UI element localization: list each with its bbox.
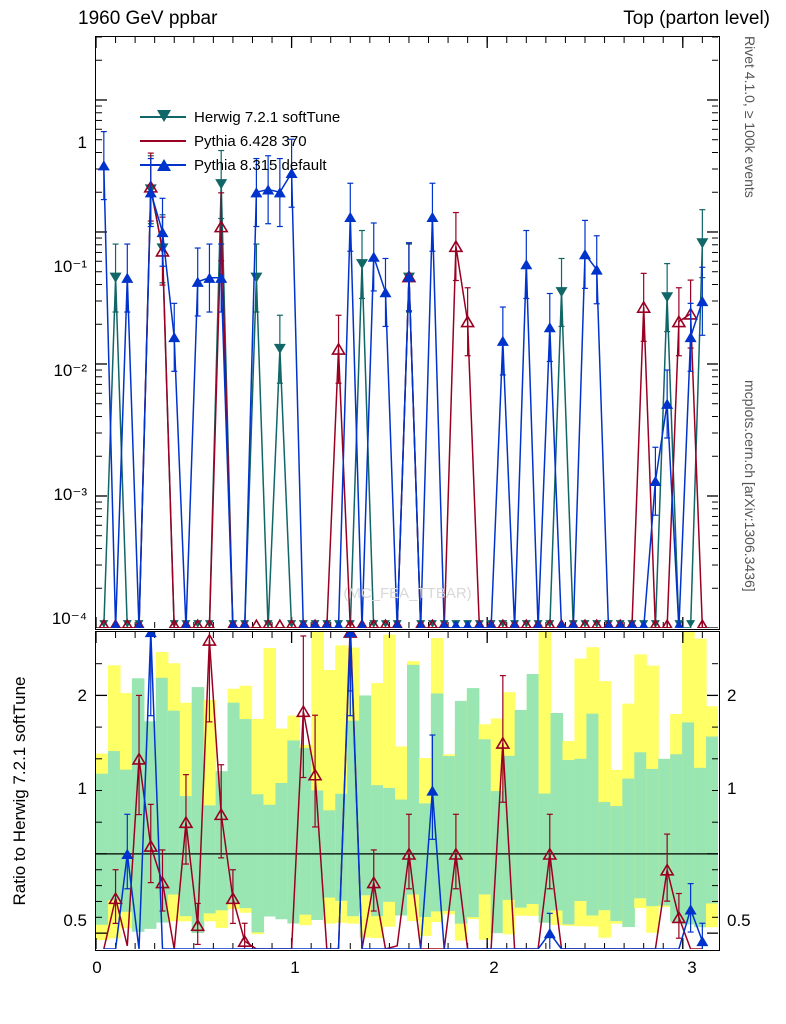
ytick-1: 1 xyxy=(77,133,87,152)
legend-label-herwig: Herwig 7.2.1 softTune xyxy=(194,108,341,126)
ratio-ytick-1-right: 1 xyxy=(727,779,737,798)
ratio-plot-panel xyxy=(95,631,720,951)
ratio-ytick-05-left: 0.5 xyxy=(63,911,87,930)
ytick-1e-2: 10⁻² xyxy=(53,361,87,380)
ytick-1e-1: 10⁻¹ xyxy=(53,257,87,276)
legend xyxy=(140,105,340,177)
ratio-axis-title: Ratio to Herwig 7.2.1 softTune xyxy=(10,676,29,906)
legend-item-pythia8 xyxy=(140,153,340,177)
legend-label-pythia8: Pythia 8.315 default xyxy=(194,156,327,174)
ratio-ytick-2-left: 2 xyxy=(77,686,87,705)
ratio-plot-svg xyxy=(96,632,718,949)
xtick-0: 0 xyxy=(92,958,102,977)
header-right: Top (parton level) xyxy=(623,8,770,29)
legend-marker-pythia6 xyxy=(140,134,186,148)
legend-label-pythia6: Pythia 6.428 370 xyxy=(194,132,307,150)
ratio-ytick-1-left: 1 xyxy=(77,779,87,798)
legend-item-herwig xyxy=(140,105,340,129)
mcplots-reference-text: mcplots.cern.ch [arXiv:1306.3436] xyxy=(742,380,758,592)
legend-marker-pythia8 xyxy=(140,158,186,172)
ratio-ytick-05-right: 0.5 xyxy=(727,911,751,930)
ytick-1e-4: 10⁻⁴ xyxy=(51,609,87,628)
ytick-1e-3: 10⁻³ xyxy=(53,485,87,504)
legend-item-pythia6 xyxy=(140,129,340,153)
rivet-version-text: Rivet 4.1.0, ≥ 100k events xyxy=(742,36,758,198)
legend-marker-herwig xyxy=(140,110,186,124)
header-left: 1960 GeV ppbar xyxy=(78,8,218,29)
xtick-1: 1 xyxy=(290,958,300,977)
ratio-ytick-2-right: 2 xyxy=(727,686,737,705)
watermark: (MC_FEA_TTBAR) xyxy=(343,585,472,602)
xtick-2: 2 xyxy=(489,958,499,977)
xtick-3: 3 xyxy=(687,958,697,977)
